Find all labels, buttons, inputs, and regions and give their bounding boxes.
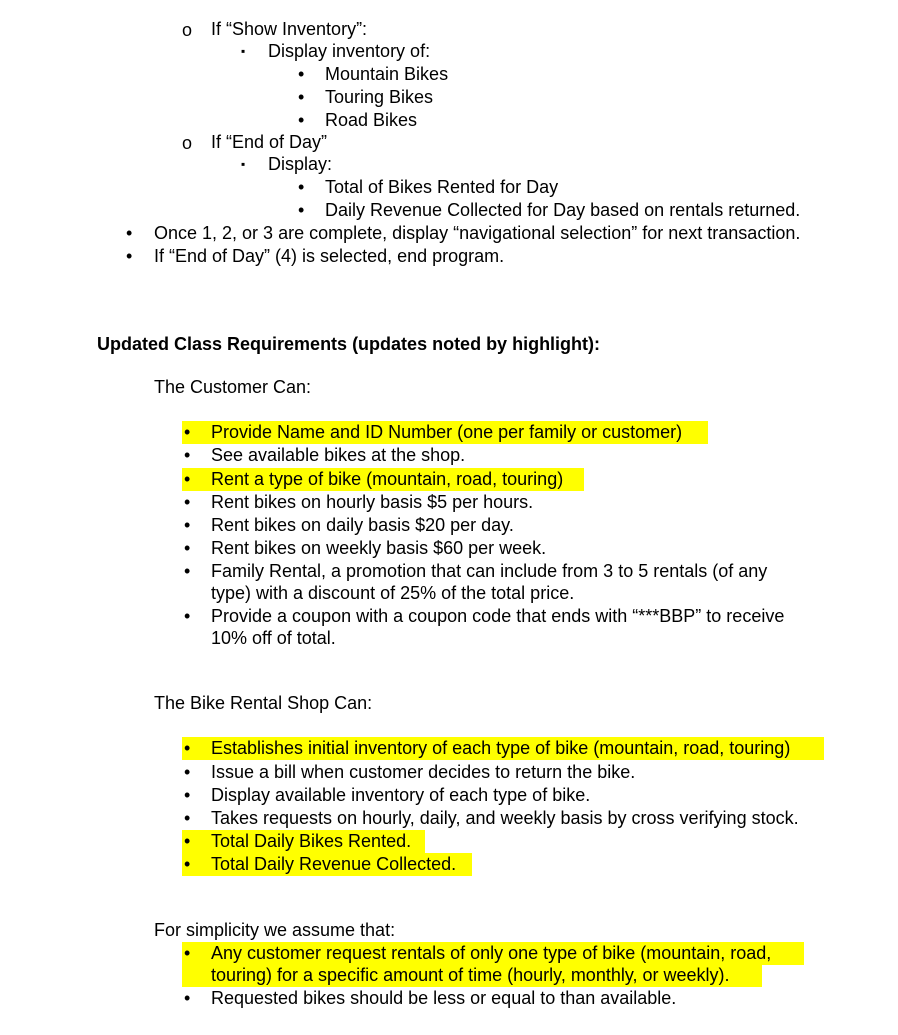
list-item: Provide Name and ID Number (one per family or customer) [211,422,683,442]
list-item: Any customer request rentals of only one type of bike (mountain, road, [211,943,772,963]
disc-bullet-icon: • [184,808,191,828]
list-item: Requested bikes should be less or equal to than available. [211,988,677,1008]
disc-bullet-icon: • [184,738,191,758]
disc-bullet-icon: • [184,561,191,581]
disc-bullet-icon: • [298,64,305,84]
list-item: Total Daily Revenue Collected. [211,854,457,874]
list-item-continuation: type) with a discount of 25% of the total price. [211,583,575,603]
list-item: Rent a type of bike (mountain, road, touring) [211,469,564,489]
list-item: Rent bikes on hourly basis $5 per hours. [211,492,534,512]
disc-bullet-icon: • [184,762,191,782]
list-item: Rent bikes on daily basis $20 per day. [211,515,514,535]
list-item: Family Rental, a promotion that can include from 3 to 5 rentals (of any [211,561,768,581]
list-item: Daily Revenue Collected for Day based on rentals returned. [325,200,801,220]
section-heading: Updated Class Requirements (updates noted by highlight): [97,334,601,354]
shop-title: The Bike Rental Shop Can: [154,693,373,713]
square-bullet-icon: ▪ [241,44,246,58]
disc-bullet-icon: • [184,422,191,442]
list-item-continuation: 10% off of total. [211,628,336,648]
list-item: Road Bikes [325,110,418,130]
show-inventory-condition: If “Show Inventory”: [211,19,368,39]
disc-bullet-icon: • [298,200,305,220]
disc-bullet-icon: • [184,785,191,805]
list-item: Touring Bikes [325,87,434,107]
customer-title: The Customer Can: [154,377,312,397]
list-item: Mountain Bikes [325,64,449,84]
end-of-day-condition: If “End of Day” [211,132,328,152]
disc-bullet-icon: • [126,246,133,266]
list-item: Display available inventory of each type of bike. [211,785,591,805]
list-item-continuation: touring) for a specific amount of time (hourly, monthly, or weekly). [211,965,730,985]
list-item: Issue a bill when customer decides to return the bike. [211,762,636,782]
list-item: Total of Bikes Rented for Day [325,177,559,197]
disc-bullet-icon: • [184,492,191,512]
show-inventory-action: Display inventory of: [268,41,431,61]
disc-bullet-icon: • [184,515,191,535]
disc-bullet-icon: • [184,854,191,874]
square-bullet-icon: ▪ [241,157,246,171]
circle-bullet-icon: o [182,20,193,40]
list-item: Total Daily Bikes Rented. [211,831,412,851]
disc-bullet-icon: • [298,177,305,197]
disc-bullet-icon: • [184,831,191,851]
disc-bullet-icon: • [298,110,305,130]
end-of-day-action: Display: [268,154,333,174]
disc-bullet-icon: • [298,87,305,107]
list-item: Takes requests on hourly, daily, and weekly basis by cross verifying stock. [211,808,799,828]
disc-bullet-icon: • [184,469,191,489]
list-item: Once 1, 2, or 3 are complete, display “navigational selection” for next transaction. [154,223,801,243]
list-item: Rent bikes on weekly basis $60 per week. [211,538,547,558]
list-item: Establishes initial inventory of each type of bike (mountain, road, touring) [211,738,791,758]
assumptions-title: For simplicity we assume that: [154,920,396,940]
disc-bullet-icon: • [126,223,133,243]
disc-bullet-icon: • [184,943,191,963]
list-item: See available bikes at the shop. [211,445,466,465]
circle-bullet-icon: o [182,133,193,153]
disc-bullet-icon: • [184,538,191,558]
disc-bullet-icon: • [184,606,191,626]
list-item: Provide a coupon with a coupon code that ends with “***BBP” to receive [211,606,785,626]
disc-bullet-icon: • [184,445,191,465]
list-item: If “End of Day” (4) is selected, end program. [154,246,505,266]
disc-bullet-icon: • [184,988,191,1008]
